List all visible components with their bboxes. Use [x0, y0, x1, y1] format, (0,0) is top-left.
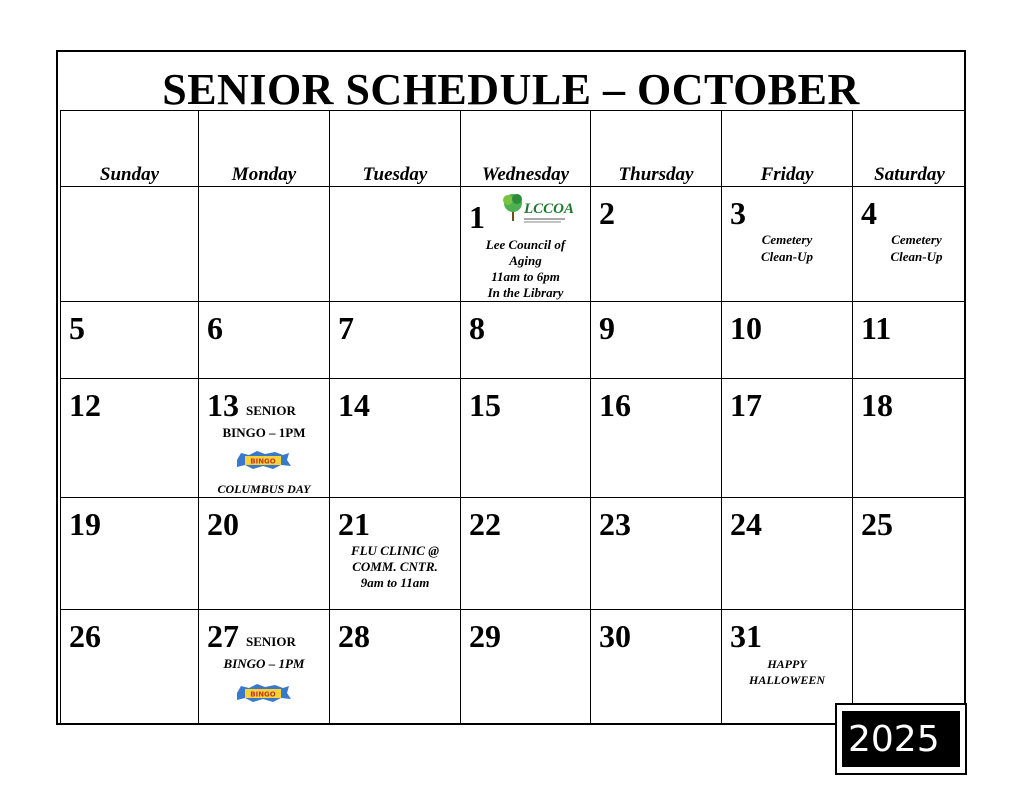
day-cell-21: [330, 498, 461, 610]
day-number: 3: [730, 195, 746, 231]
day-label: Friday: [760, 164, 814, 185]
header-sunday: [60, 110, 199, 187]
day-label: Sunday: [99, 164, 160, 185]
day-cell-18: [853, 379, 966, 498]
day-cell-30: [591, 610, 722, 725]
day-number: 20: [207, 506, 239, 542]
day-number: 26: [69, 618, 101, 654]
day-cell-25: [853, 498, 966, 610]
day-number: 31: [730, 618, 762, 654]
header-friday: [722, 110, 853, 187]
day-number: 10: [730, 310, 762, 346]
day-number: 1: [469, 199, 485, 235]
day-label: Thursday: [618, 164, 694, 185]
event-line: COMM. CNTR.: [352, 559, 438, 574]
header-wednesday: [461, 110, 591, 187]
day-number: 21: [338, 506, 370, 542]
day-number: 6: [207, 310, 223, 346]
event-line: Clean-Up: [761, 249, 813, 264]
day-cell-22: [461, 498, 591, 610]
day-number: 18: [861, 387, 893, 423]
event-line: In the Library: [487, 285, 564, 300]
event-line: 11am to 6pm: [491, 269, 560, 284]
day-cell-8: [461, 302, 591, 379]
year-badge: [835, 703, 967, 775]
day-number: 17: [730, 387, 762, 423]
day-cell-28: [330, 610, 461, 725]
day-cell-26: [60, 610, 199, 725]
day-cell-1: [461, 187, 591, 302]
event-line: Lee Council of: [485, 237, 566, 252]
calendar-grid: [60, 110, 966, 725]
lccoa-logo-text: LCCOA: [524, 201, 575, 217]
day-cell-4: [853, 187, 966, 302]
day-number: 27: [207, 618, 239, 654]
day-cell-27: [199, 610, 330, 725]
event-holiday: COLUMBUS DAY: [217, 482, 311, 496]
day-number: 11: [861, 310, 892, 346]
event-senior: SENIOR: [246, 634, 296, 649]
day-cell-7: [330, 302, 461, 379]
event-senior: SENIOR: [246, 403, 296, 418]
day-number: 30: [599, 618, 631, 654]
day-cell-15: [461, 379, 591, 498]
header-monday: [199, 110, 330, 187]
event-line: Clean-Up: [890, 249, 943, 264]
day-number: 24: [730, 506, 762, 542]
day-cell-16: [591, 379, 722, 498]
header-thursday: [591, 110, 722, 187]
empty-cell: [60, 187, 199, 302]
day-number: 29: [469, 618, 501, 654]
day-number: 5: [69, 310, 85, 346]
event-line: Cemetery: [891, 232, 942, 247]
day-number: 13: [207, 387, 239, 423]
day-number: 9: [599, 310, 615, 346]
bingo-logo-text: BINGO: [250, 690, 276, 699]
day-cell-17: [722, 379, 853, 498]
day-cell-13: [199, 379, 330, 498]
day-number: 8: [469, 310, 485, 346]
day-number: 16: [599, 387, 631, 423]
empty-cell: [199, 187, 330, 302]
day-number: 7: [338, 310, 354, 346]
day-cell-10: [722, 302, 853, 379]
event-line: Aging: [509, 253, 542, 268]
header-saturday: [853, 110, 966, 187]
event-line: 9am to 11am: [360, 575, 430, 590]
day-number: 23: [599, 506, 631, 542]
day-cell-23: [591, 498, 722, 610]
day-cell-29: [461, 610, 591, 725]
page-title: SENIOR SCHEDULE – OCTOBER: [162, 65, 860, 114]
day-cell-5: [60, 302, 199, 379]
bingo-icon: [235, 684, 291, 702]
day-number: 12: [69, 387, 101, 423]
empty-cell: [330, 187, 461, 302]
event-line: Cemetery: [761, 232, 813, 247]
day-number: 4: [861, 195, 877, 231]
day-number: 25: [861, 506, 893, 542]
day-cell-3: [722, 187, 853, 302]
day-cell-9: [591, 302, 722, 379]
day-cell-11: [853, 302, 966, 379]
event-line: HALLOWEEN: [748, 673, 825, 687]
bingo-logo-text: BINGO: [250, 457, 276, 466]
day-cell-24: [722, 498, 853, 610]
day-cell-20: [199, 498, 330, 610]
day-label: Tuesday: [362, 164, 428, 185]
day-number: 28: [338, 618, 370, 654]
event-line: HAPPY: [767, 657, 807, 671]
event-line: FLU CLINIC @: [350, 543, 440, 558]
day-label: Wednesday: [481, 164, 570, 185]
day-cell-6: [199, 302, 330, 379]
year-text: 2025: [842, 711, 960, 767]
header-tuesday: [330, 110, 461, 187]
day-cell-31: [722, 610, 853, 725]
day-cell-14: [330, 379, 461, 498]
day-label: Saturday: [874, 164, 945, 185]
bingo-icon: [235, 451, 291, 469]
day-number: 22: [469, 506, 501, 542]
day-number: 14: [338, 387, 370, 423]
day-cell-12: [60, 379, 199, 498]
day-cell-19: [60, 498, 199, 610]
day-cell-2: [591, 187, 722, 302]
event-bingo: BINGO – 1PM: [222, 425, 306, 440]
lccoa-logo-icon: [501, 191, 575, 227]
day-label: Monday: [231, 164, 297, 185]
day-number: 19: [69, 506, 101, 542]
event-bingo: BINGO – 1PM: [223, 656, 305, 671]
day-number: 2: [599, 195, 615, 231]
day-number: 15: [469, 387, 501, 423]
